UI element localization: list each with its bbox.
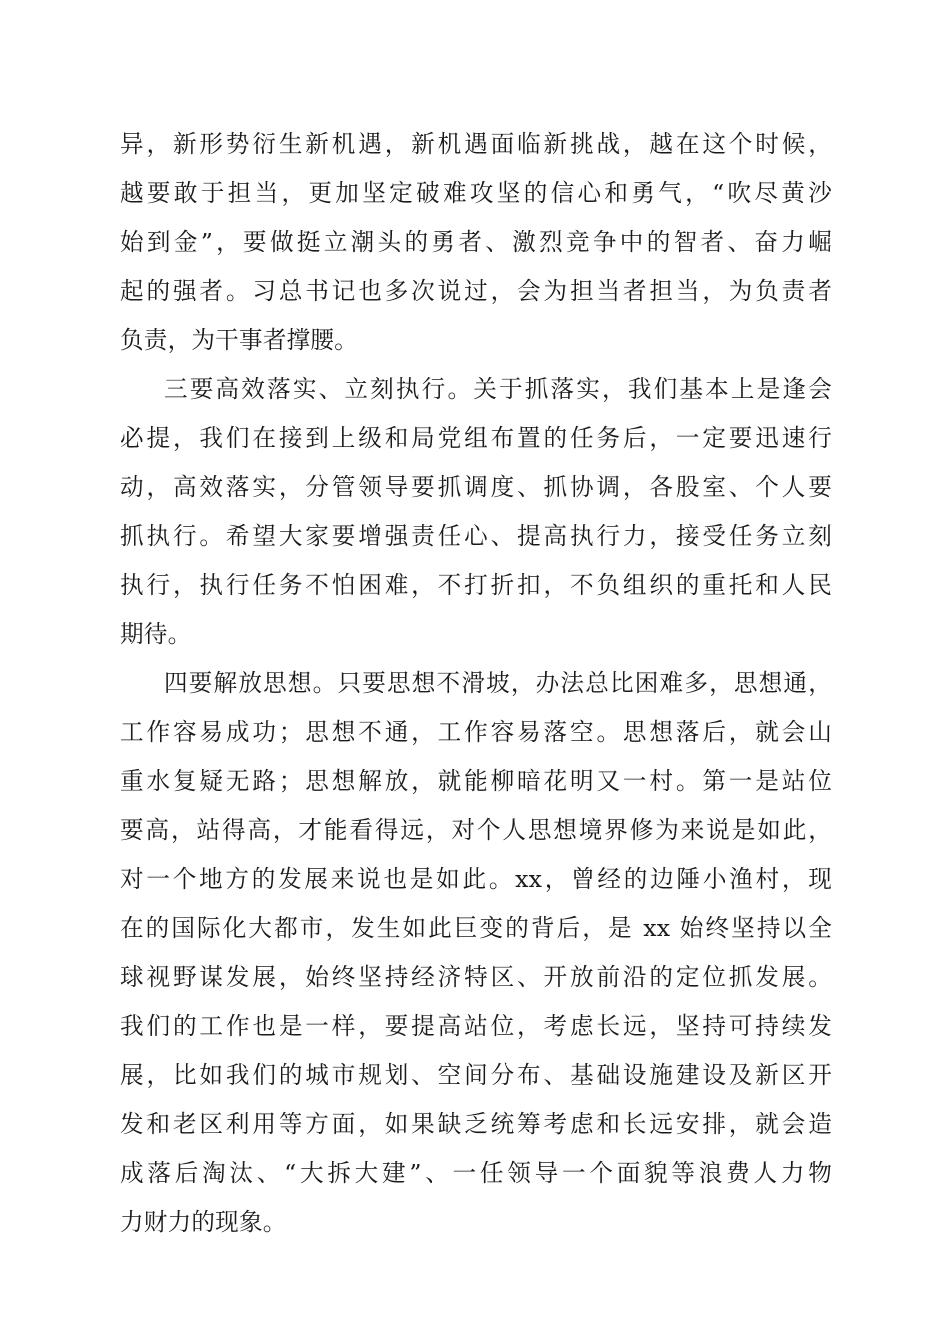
text-line: 成落后淘汰、“大拆大建”、一任领导一个面貌等浪费人力物 <box>120 1159 832 1187</box>
text-line: 对一个地方的发展来说也是如此。xx，曾经的边陲小渔村，现 <box>120 865 832 893</box>
text-line: 球视野谋发展，始终坚持经济特区、开放前沿的定位抓发展。 <box>120 963 832 991</box>
text-line: 负责，为干事者撑腰。 <box>120 326 358 354</box>
text-line: 我们的工作也是一样，要提高站位，考虑长远，坚持可持续发 <box>120 1012 832 1040</box>
text-line: 始到金”，要做挺立潮头的勇者、激烈竞争中的智者、奋力崛 <box>120 228 832 256</box>
paragraph-1 <box>120 120 832 365</box>
text-line: 异，新形势衍生新机遇，新机遇面临新挑战，越在这个时候， <box>120 130 832 158</box>
text-line: 必提，我们在接到上级和局党组布置的任务后，一定要迅速行 <box>120 424 832 452</box>
text-line: 起的强者。习总书记也多次说过，会为担当者担当，为负责者 <box>120 277 832 305</box>
text-line: 重水复疑无路；思想解放，就能柳暗花明又一村。第一是站位 <box>120 767 832 795</box>
paragraph-2 <box>120 365 832 659</box>
text-line: 要高，站得高，才能看得远，对个人思想境界修为来说是如此， <box>120 816 832 844</box>
text-line: 四要解放思想。只要思想不滑坡，办法总比困难多，思想通， <box>164 669 832 697</box>
text-line: 力财力的现象。 <box>120 1208 287 1236</box>
text-line: 期待。 <box>120 620 192 648</box>
text-line: 三要高效落实、立刻执行。关于抓落实，我们基本上是逢会 <box>164 375 832 403</box>
text-line: 越要敢于担当，更加坚定破难攻坚的信心和勇气，“吹尽黄沙 <box>120 179 832 207</box>
text-line: 在的国际化大都市，发生如此巨变的背后，是 xx 始终坚持以全 <box>120 914 832 942</box>
text-line: 抓执行。希望大家要增强责任心、提高执行力，接受任务立刻 <box>120 522 832 550</box>
text-line: 工作容易成功；思想不通，工作容易落空。思想落后，就会山 <box>120 718 832 746</box>
text-line: 展，比如我们的城市规划、空间分布、基础设施建设及新区开 <box>120 1061 832 1089</box>
text-line: 执行，执行任务不怕困难，不打折扣，不负组织的重托和人民 <box>120 571 832 599</box>
document-body <box>120 120 832 1247</box>
text-line: 发和老区利用等方面，如果缺乏统筹考虑和长远安排，就会造 <box>120 1110 832 1138</box>
text-line: 动，高效落实，分管领导要抓调度、抓协调，各股室、个人要 <box>120 473 832 501</box>
paragraph-3 <box>120 659 832 1247</box>
